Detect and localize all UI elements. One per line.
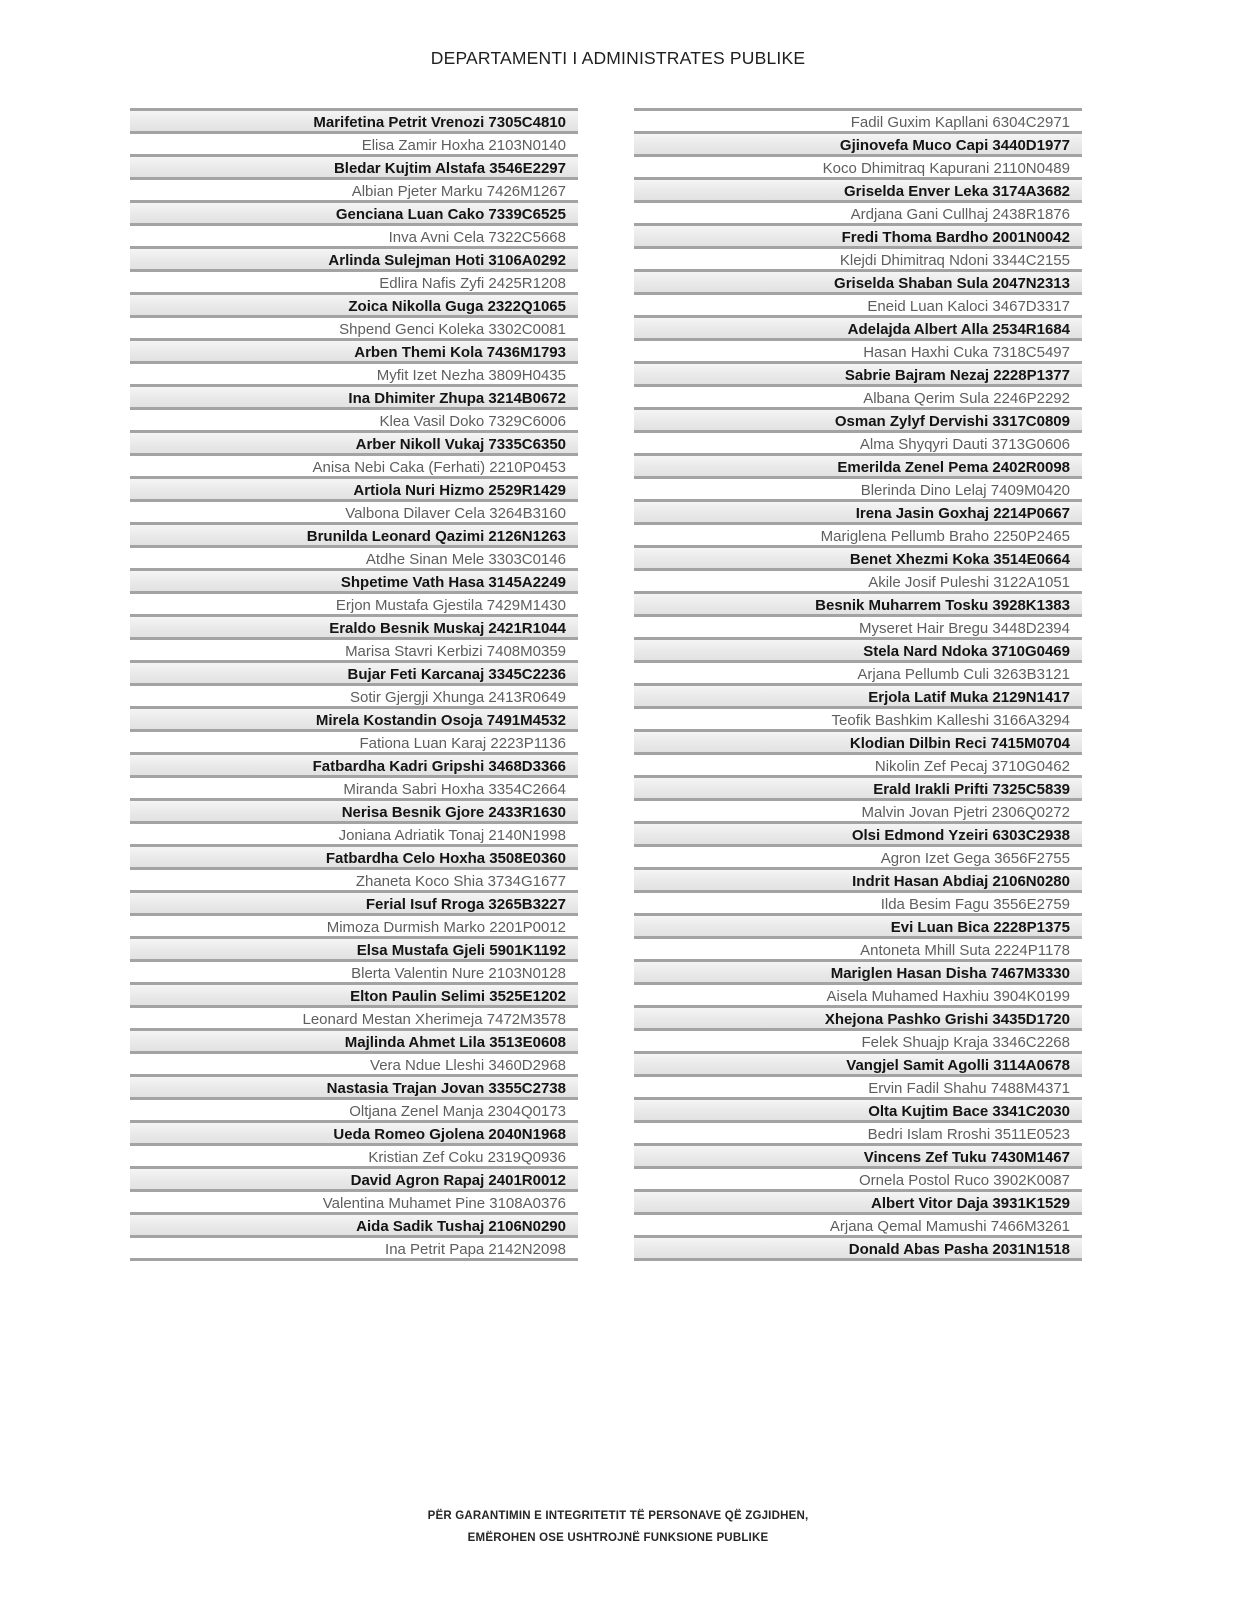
table-row: Xhejona Pashko Grishi 3435D1720 <box>634 1005 1082 1028</box>
table-row: Blerta Valentin Nure 2103N0128 <box>130 959 578 982</box>
page-title: DEPARTAMENTI I ADMINISTRATES PUBLIKE <box>430 48 806 68</box>
table-row: Bledar Kujtim Alstafa 3546E2297 <box>130 154 578 177</box>
table-row: Antoneta Mhill Suta 2224P1178 <box>634 936 1082 959</box>
table-row: Ferial Isuf Rroga 3265B3227 <box>130 890 578 913</box>
table-row: Vangjel Samit Agolli 3114A0678 <box>634 1051 1082 1074</box>
table-row: Ueda Romeo Gjolena 2040N1968 <box>130 1120 578 1143</box>
table-row: Nikolin Zef Pecaj 3710G0462 <box>634 752 1082 775</box>
table-row: Sotir Gjergji Xhunga 2413R0649 <box>130 683 578 706</box>
footer-line-1: PËR GARANTIMIN E INTEGRITETIT TË PERSONAVE QË ZGJIDHEN, <box>427 1510 809 1522</box>
table-row: Anisa Nebi Caka (Ferhati) 2210P0453 <box>130 453 578 476</box>
table-row: Klodian Dilbin Reci 7415M0704 <box>634 729 1082 752</box>
table-row: Joniana Adriatik Tonaj 2140N1998 <box>130 821 578 844</box>
footer-note <box>0 1505 1236 1550</box>
table-row: Fationa Luan Karaj 2223P1136 <box>130 729 578 752</box>
table-row: Myfit Izet Nezha 3809H0435 <box>130 361 578 384</box>
table-row: Erjon Mustafa Gjestila 7429M1430 <box>130 591 578 614</box>
table-row: Valbona Dilaver Cela 3264B3160 <box>130 499 578 522</box>
table-row: Artiola Nuri Hizmo 2529R1429 <box>130 476 578 499</box>
table-row: Besnik Muharrem Tosku 3928K1383 <box>634 591 1082 614</box>
table-row: Klejdi Dhimitraq Ndoni 3344C2155 <box>634 246 1082 269</box>
table-row: Zoica Nikolla Guga 2322Q1065 <box>130 292 578 315</box>
table-row: Osman Zylyf Dervishi 3317C0809 <box>634 407 1082 430</box>
table-row: Emerilda Zenel Pema 2402R0098 <box>634 453 1082 476</box>
table-row: Koco Dhimitraq Kapurani 2110N0489 <box>634 154 1082 177</box>
table-row: Eneid Luan Kaloci 3467D3317 <box>634 292 1082 315</box>
left-column-table <box>130 108 578 1261</box>
table-row: Griselda Enver Leka 3174A3682 <box>634 177 1082 200</box>
table-row: Edlira Nafis Zyfi 2425R1208 <box>130 269 578 292</box>
table-row: Mimoza Durmish Marko 2201P0012 <box>130 913 578 936</box>
table-row: Erald Irakli Prifti 7325C5839 <box>634 775 1082 798</box>
table-row: Fadil Guxim Kapllani 6304C2971 <box>634 108 1082 131</box>
table-row: Valentina Muhamet Pine 3108A0376 <box>130 1189 578 1212</box>
table-row: Albian Pjeter Marku 7426M1267 <box>130 177 578 200</box>
table-row: Bujar Feti Karcanaj 3345C2236 <box>130 660 578 683</box>
table-row: Erjola Latif Muka 2129N1417 <box>634 683 1082 706</box>
table-row: Kristian Zef Coku 2319Q0936 <box>130 1143 578 1166</box>
table-row: Ardjana Gani Cullhaj 2438R1876 <box>634 200 1082 223</box>
table-row: Alma Shyqyri Dauti 3713G0606 <box>634 430 1082 453</box>
table-row: Hasan Haxhi Cuka 7318C5497 <box>634 338 1082 361</box>
table-row: Agron Izet Gega 3656F2755 <box>634 844 1082 867</box>
table-row: Fatbardha Celo Hoxha 3508E0360 <box>130 844 578 867</box>
table-row: Malvin Jovan Pjetri 2306Q0272 <box>634 798 1082 821</box>
table-row: Sabrie Bajram Nezaj 2228P1377 <box>634 361 1082 384</box>
table-row: Marisa Stavri Kerbizi 7408M0359 <box>130 637 578 660</box>
table-row: Arber Nikoll Vukaj 7335C6350 <box>130 430 578 453</box>
table-row: Albert Vitor Daja 3931K1529 <box>634 1189 1082 1212</box>
table-row: Elsa Mustafa Gjeli 5901K1192 <box>130 936 578 959</box>
table-row: Eraldo Besnik Muskaj 2421R1044 <box>130 614 578 637</box>
table-row: Marifetina Petrit Vrenozi 7305C4810 <box>130 108 578 131</box>
table-row: Donald Abas Pasha 2031N1518 <box>634 1235 1082 1258</box>
table-row: Ervin Fadil Shahu 7488M4371 <box>634 1074 1082 1097</box>
table-row: Ornela Postol Ruco 3902K0087 <box>634 1166 1082 1189</box>
table-row: Myseret Hair Bregu 3448D2394 <box>634 614 1082 637</box>
table-row: Zhaneta Koco Shia 3734G1677 <box>130 867 578 890</box>
table-row: Inva Avni Cela 7322C5668 <box>130 223 578 246</box>
footer-line-2: EMËROHEN OSE USHTROJNË FUNKSIONE PUBLIKE <box>467 1532 769 1545</box>
table-row: Vera Ndue Lleshi 3460D2968 <box>130 1051 578 1074</box>
table-row: Miranda Sabri Hoxha 3354C2664 <box>130 775 578 798</box>
table-row: Teofik Bashkim Kalleshi 3166A3294 <box>634 706 1082 729</box>
table-row: Olta Kujtim Bace 3341C2030 <box>634 1097 1082 1120</box>
table-row: Majlinda Ahmet Lila 3513E0608 <box>130 1028 578 1051</box>
table-row: Ina Petrit Papa 2142N2098 <box>130 1235 578 1258</box>
table-row: Arben Themi Kola 7436M1793 <box>130 338 578 361</box>
table-row: Ina Dhimiter Zhupa 3214B0672 <box>130 384 578 407</box>
table-row: Elton Paulin Selimi 3525E1202 <box>130 982 578 1005</box>
table-row: David Agron Rapaj 2401R0012 <box>130 1166 578 1189</box>
table-row: Brunilda Leonard Qazimi 2126N1263 <box>130 522 578 545</box>
table-row: Aida Sadik Tushaj 2106N0290 <box>130 1212 578 1235</box>
table-row: Shpetime Vath Hasa 3145A2249 <box>130 568 578 591</box>
table-row: Griselda Shaban Sula 2047N2313 <box>634 269 1082 292</box>
table-row: Vincens Zef Tuku 7430M1467 <box>634 1143 1082 1166</box>
table-row: Irena Jasin Goxhaj 2214P0667 <box>634 499 1082 522</box>
right-column-table <box>634 108 1082 1261</box>
table-row: Leonard Mestan Xherimeja 7472M3578 <box>130 1005 578 1028</box>
table-row: Adelajda Albert Alla 2534R1684 <box>634 315 1082 338</box>
table-row: Stela Nard Ndoka 3710G0469 <box>634 637 1082 660</box>
table-row: Nastasia Trajan Jovan 3355C2738 <box>130 1074 578 1097</box>
table-row: Aisela Muhamed Haxhiu 3904K0199 <box>634 982 1082 1005</box>
table-row: Atdhe Sinan Mele 3303C0146 <box>130 545 578 568</box>
table-row: Shpend Genci Koleka 3302C0081 <box>130 315 578 338</box>
table-row: Mariglen Hasan Disha 7467M3330 <box>634 959 1082 982</box>
table-row: Oltjana Zenel Manja 2304Q0173 <box>130 1097 578 1120</box>
table-row: Evi Luan Bica 2228P1375 <box>634 913 1082 936</box>
table-row: Nerisa Besnik Gjore 2433R1630 <box>130 798 578 821</box>
table-row: Blerinda Dino Lelaj 7409M0420 <box>634 476 1082 499</box>
table-row: Akile Josif Puleshi 3122A1051 <box>634 568 1082 591</box>
table-row: Genciana Luan Cako 7339C6525 <box>130 200 578 223</box>
table-row: Arjana Pellumb Culi 3263B3121 <box>634 660 1082 683</box>
table-row: Benet Xhezmi Koka 3514E0664 <box>634 545 1082 568</box>
table-row: Felek Shuajp Kraja 3346C2268 <box>634 1028 1082 1051</box>
table-row: Fredi Thoma Bardho 2001N0042 <box>634 223 1082 246</box>
table-row: Ilda Besim Fagu 3556E2759 <box>634 890 1082 913</box>
table-row: Olsi Edmond Yzeiri 6303C2938 <box>634 821 1082 844</box>
table-row: Arlinda Sulejman Hoti 3106A0292 <box>130 246 578 269</box>
table-row: Indrit Hasan Abdiaj 2106N0280 <box>634 867 1082 890</box>
table-row: Bedri Islam Rroshi 3511E0523 <box>634 1120 1082 1143</box>
table-row: Albana Qerim Sula 2246P2292 <box>634 384 1082 407</box>
table-row: Gjinovefa Muco Capi 3440D1977 <box>634 131 1082 154</box>
table-row: Elisa Zamir Hoxha 2103N0140 <box>130 131 578 154</box>
table-row: Fatbardha Kadri Gripshi 3468D3366 <box>130 752 578 775</box>
table-row: Mariglena Pellumb Braho 2250P2465 <box>634 522 1082 545</box>
table-row: Klea Vasil Doko 7329C6006 <box>130 407 578 430</box>
table-row: Mirela Kostandin Osoja 7491M4532 <box>130 706 578 729</box>
table-row: Arjana Qemal Mamushi 7466M3261 <box>634 1212 1082 1235</box>
